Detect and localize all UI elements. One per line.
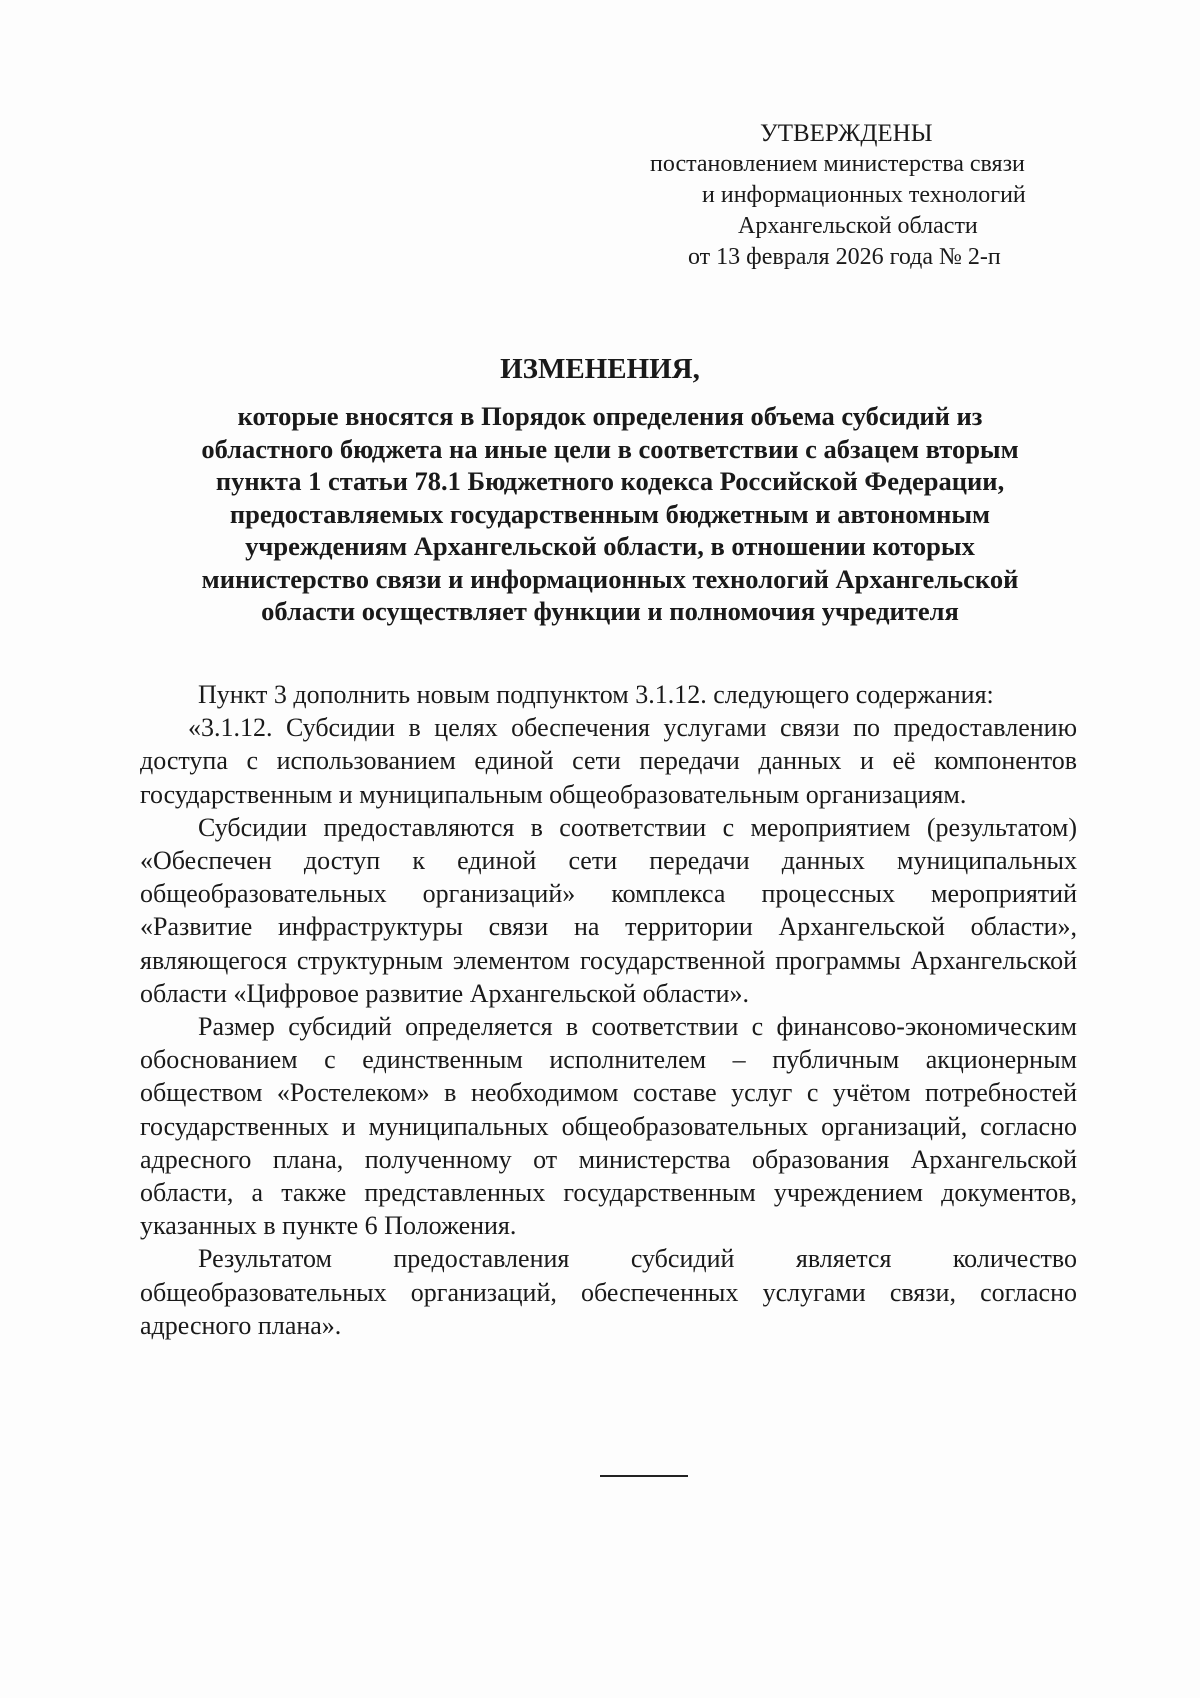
subtitle-line: учреждениям Архангельской области, в отношении которых (245, 531, 975, 561)
subtitle-line: областного бюджета на иные цели в соответствии с абзацем вторым (201, 433, 1019, 464)
approval-heading: УТВЕРЖДЕНЫ (760, 120, 933, 147)
body-paragraph: Пункт 3 дополнить новым подпунктом 3.1.12. следующего содержания: (198, 680, 994, 709)
body-paragraph: Субсидии предоставляются в соответствии с мероприятием (результатом) «Обеспечен доступ к единой сети передачи данных муниципальных общеобразовательных организаций» комплекса процессных мероприятий «Развитие инфраструктуры связи на территории Архангельской области», являющегося структурным элементом государственной программы Архангельской области «Цифровое развитие Архангельской области». (140, 812, 1077, 1008)
approval-date: от 13 февраля 2026 года № 2-п (688, 244, 1001, 270)
approval-line: и информационных технологий (702, 182, 1026, 208)
approval-stamp (630, 118, 1050, 273)
body-paragraph: «3.1.12. Субсидии в целях обеспечения услугами связи по предоставлению доступа с использованием единой сети передачи данных и её компонентов государственным и муниципальным общеобразовательным организациям. (140, 713, 1077, 809)
subtitle-line: министерство связи и информационных технологий Архангельской (201, 563, 1019, 594)
document-title: ИЗМЕНЕНИЯ, (500, 353, 700, 385)
subtitle-line: предоставляемых государственным бюджетным и автономным (229, 498, 991, 529)
subtitle-line: области осуществляет функции и полномочия учредителя (261, 596, 959, 626)
body-paragraph: Результатом предоставления субсидий является количество общеобразовательных организаций, обеспеченных услугами связи, согласно адресного плана». (140, 1244, 1077, 1340)
end-separator-line (600, 1475, 688, 1477)
approval-line: Архангельской области (738, 213, 978, 239)
approval-line: постановлением министерства связи (650, 151, 1025, 177)
body-paragraph: Размер субсидий определяется в соответствии с финансово-экономическим обоснованием с единственным исполнителем – публичным акционерным обществом «Ростелеком» в необходимом составе услуг с учётом потребностей государственных и муниципальных общеобразовательных организаций, согласно адресного плана, полученному от министерства образования Архангельской области, а также представленных государственным учреждением документов, указанных в пункте 6 Положения. (140, 1012, 1077, 1241)
document-body (140, 678, 1077, 1342)
document-subtitle (140, 400, 1080, 628)
subtitle-line: пункта 1 статьи 78.1 Бюджетного кодекса Российской Федерации, (215, 466, 1005, 496)
subtitle-line: которые вносятся в Порядок определения объема субсидий из (237, 401, 983, 431)
